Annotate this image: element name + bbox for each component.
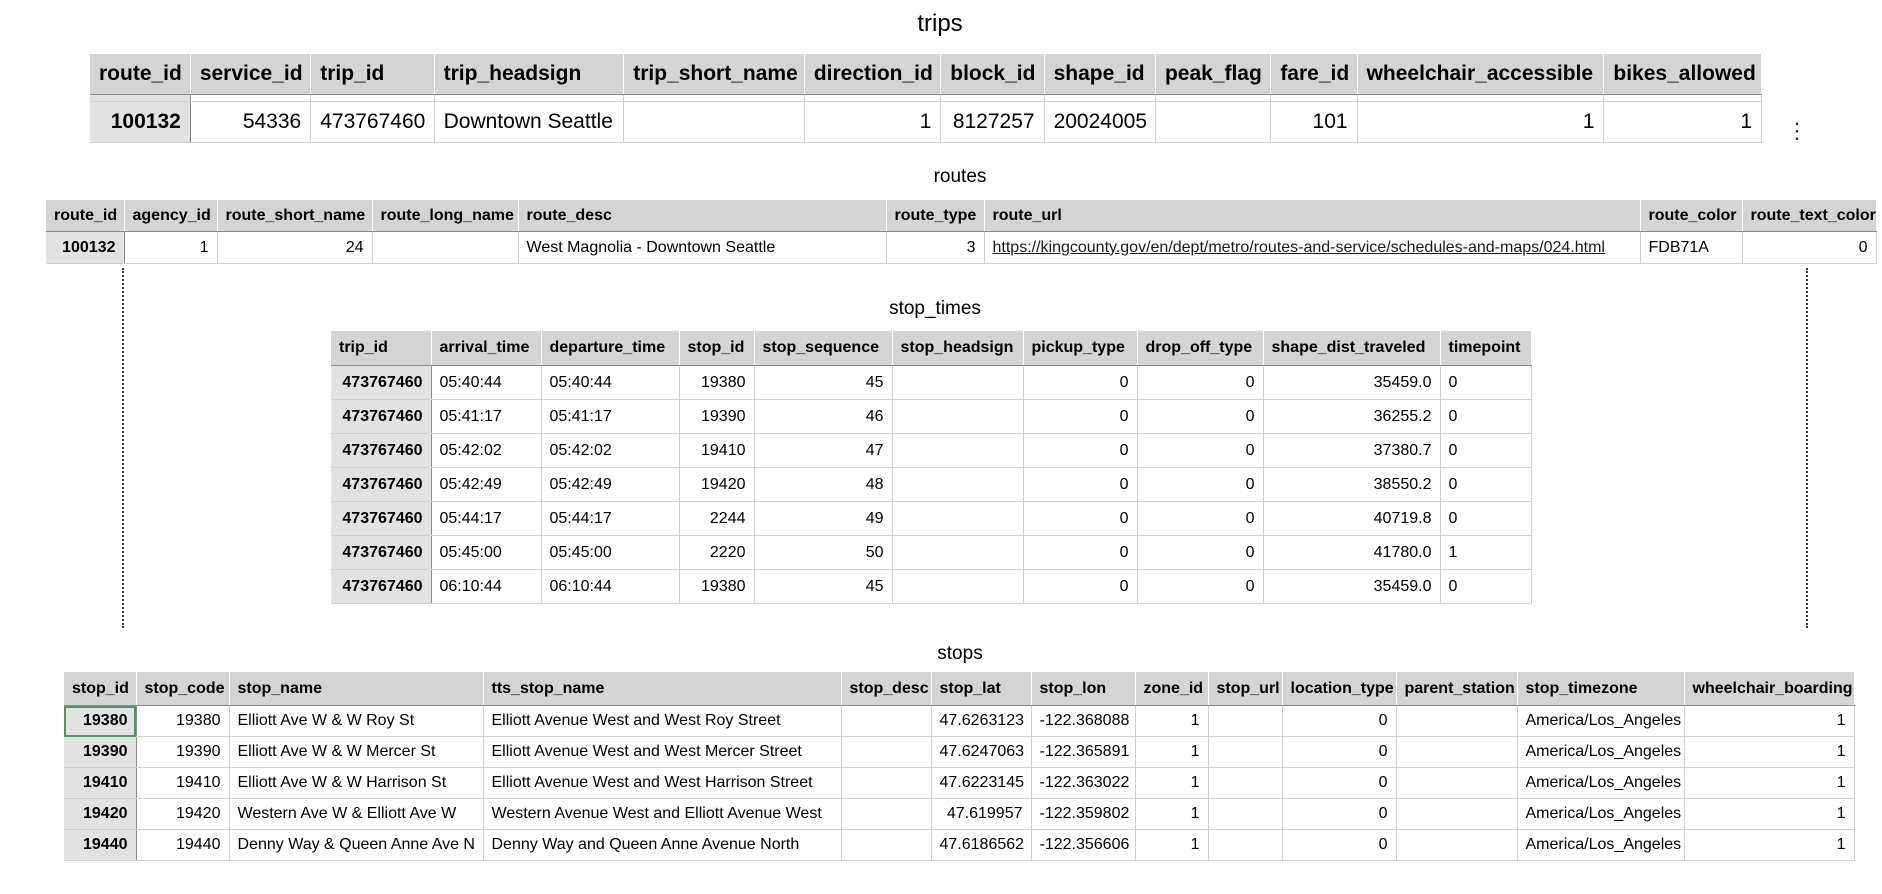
connector-right bbox=[1806, 268, 1808, 628]
cell-trip-id[interactable]: 473767460 bbox=[331, 468, 431, 502]
cell-stop-id[interactable]: 19380 bbox=[679, 570, 754, 604]
trips-header-trip-id[interactable]: trip_id bbox=[311, 54, 434, 95]
cell-trip-id[interactable]: 473767460 bbox=[331, 366, 431, 400]
cell-drop-off-type[interactable]: 0 bbox=[1137, 400, 1263, 434]
stop-times-title: stop_times bbox=[889, 298, 981, 319]
cell-route-desc[interactable]: West Magnolia - Downtown Seattle bbox=[518, 232, 886, 264]
cell-departure-time[interactable]: 05:40:44 bbox=[541, 366, 679, 400]
routes-header-route-id[interactable]: route_id bbox=[46, 200, 124, 232]
cell-wheelchair-boarding[interactable]: 1 bbox=[1684, 737, 1854, 768]
cell-shape-dist-traveled[interactable]: 35459.0 bbox=[1263, 570, 1440, 604]
cell-location-type[interactable]: 0 bbox=[1282, 799, 1396, 830]
stops-viewport[interactable] bbox=[64, 672, 1854, 862]
cell-stop-name[interactable]: Elliott Ave W & W Roy St bbox=[229, 706, 483, 737]
cell-drop-off-type[interactable]: 0 bbox=[1137, 536, 1263, 570]
cell-tts-stop-name[interactable]: Western Avenue West and Elliott Avenue West bbox=[483, 799, 841, 830]
routes-header-route-type[interactable]: route_type bbox=[886, 200, 984, 232]
trips-header-trip-short-name[interactable]: trip_short_name bbox=[624, 54, 805, 95]
cell-stop-id[interactable]: 2244 bbox=[679, 502, 754, 536]
trips-table bbox=[90, 54, 1762, 143]
stops-title: stops bbox=[937, 643, 983, 664]
table-row bbox=[64, 768, 1854, 799]
stops-header-stop-id[interactable]: stop_id bbox=[64, 672, 136, 706]
cell-trip-headsign[interactable]: Downtown Seattle bbox=[434, 102, 624, 143]
stops-header-wheelchair-boarding[interactable]: wheelchair_boarding bbox=[1684, 672, 1854, 706]
cell-arrival-time[interactable]: 05:41:17 bbox=[431, 400, 541, 434]
trips-more-indicator[interactable]: ⋮ bbox=[1786, 118, 1808, 143]
stop-times-header-departure-time[interactable]: departure_time bbox=[541, 331, 679, 366]
cell-stop-sequence[interactable]: 45 bbox=[754, 366, 892, 400]
cell-stop-desc[interactable] bbox=[841, 768, 931, 799]
stops-header-tts-stop-name[interactable]: tts_stop_name bbox=[483, 672, 841, 706]
cell-stop-timezone[interactable]: America/Los_Angeles bbox=[1517, 737, 1684, 768]
cell-pickup-type[interactable]: 0 bbox=[1023, 366, 1137, 400]
spacer-cell bbox=[311, 95, 434, 102]
cell-timepoint[interactable]: 0 bbox=[1440, 502, 1531, 536]
cell-stop-id[interactable]: 19380 bbox=[679, 366, 754, 400]
stops-header-stop-timezone[interactable]: stop_timezone bbox=[1517, 672, 1684, 706]
stop-times-header-shape-dist-traveled[interactable]: shape_dist_traveled bbox=[1263, 331, 1440, 366]
table-row bbox=[64, 799, 1854, 830]
stop-times-header-stop-sequence[interactable]: stop_sequence bbox=[754, 331, 892, 366]
cell-stop-timezone[interactable]: America/Los_Angeles bbox=[1517, 799, 1684, 830]
table-row bbox=[64, 737, 1854, 768]
cell-stop-url[interactable] bbox=[1208, 737, 1282, 768]
cell-trip-id[interactable]: 473767460 bbox=[331, 570, 431, 604]
stop-times-header-timepoint[interactable]: timepoint bbox=[1440, 331, 1531, 366]
cell-arrival-time[interactable]: 05:40:44 bbox=[431, 366, 541, 400]
cell-stop-sequence[interactable]: 46 bbox=[754, 400, 892, 434]
cell-stop-timezone[interactable]: America/Los_Angeles bbox=[1517, 768, 1684, 799]
cell-arrival-time[interactable]: 05:42:49 bbox=[431, 468, 541, 502]
spacer-cell bbox=[804, 95, 940, 102]
cell-stop-id[interactable]: 19420 bbox=[679, 468, 754, 502]
cell-zone-id[interactable]: 1 bbox=[1135, 799, 1208, 830]
cell-stop-url[interactable] bbox=[1208, 768, 1282, 799]
cell-shape-dist-traveled[interactable]: 38550.2 bbox=[1263, 468, 1440, 502]
cell-direction-id[interactable]: 1 bbox=[804, 102, 940, 143]
stop-times-viewport[interactable] bbox=[331, 331, 1521, 595]
cell-agency-id[interactable]: 1 bbox=[124, 232, 217, 264]
cell-drop-off-type[interactable]: 0 bbox=[1137, 502, 1263, 536]
trips-header-trip-headsign[interactable]: trip_headsign bbox=[434, 54, 624, 95]
cell-timepoint[interactable]: 0 bbox=[1440, 366, 1531, 400]
cell-tts-stop-name[interactable]: Denny Way and Queen Anne Avenue North bbox=[483, 830, 841, 861]
table-row bbox=[331, 502, 1531, 536]
cell-parent-station[interactable] bbox=[1396, 830, 1517, 861]
cell-arrival-time[interactable]: 05:44:17 bbox=[431, 502, 541, 536]
cell-parent-station[interactable] bbox=[1396, 737, 1517, 768]
cell-shape-dist-traveled[interactable]: 41780.0 bbox=[1263, 536, 1440, 570]
stop-times-header-drop-off-type[interactable]: drop_off_type bbox=[1137, 331, 1263, 366]
trips-header-row bbox=[90, 54, 1762, 95]
cell-stop-id[interactable]: 19440 bbox=[64, 830, 136, 861]
stops-header-stop-code[interactable]: stop_code bbox=[136, 672, 229, 706]
cell-stop-id[interactable]: 19390 bbox=[64, 737, 136, 768]
cell-stop-headsign[interactable] bbox=[892, 400, 1023, 434]
spacer-cell bbox=[190, 95, 310, 102]
cell-stop-timezone[interactable]: America/Los_Angeles bbox=[1517, 830, 1684, 861]
cell-stop-id[interactable]: 19410 bbox=[64, 768, 136, 799]
cell-stop-headsign[interactable] bbox=[892, 434, 1023, 468]
stops-header-stop-name[interactable]: stop_name bbox=[229, 672, 483, 706]
table-row bbox=[331, 468, 1531, 502]
cell-stop-code[interactable]: 19440 bbox=[136, 830, 229, 861]
cell-trip-short-name[interactable] bbox=[624, 102, 805, 143]
table-row bbox=[331, 570, 1531, 604]
cell-zone-id[interactable]: 1 bbox=[1135, 830, 1208, 861]
cell-tts-stop-name[interactable]: Elliott Avenue West and West Harrison Street bbox=[483, 768, 841, 799]
route-url-link[interactable]: https://kingcounty.gov/en/dept/metro/routes-and-service/schedules-and-maps/024.html bbox=[992, 238, 1605, 256]
cell-shape-dist-traveled[interactable]: 35459.0 bbox=[1263, 366, 1440, 400]
cell-stop-desc[interactable] bbox=[841, 706, 931, 737]
cell-trip-id[interactable]: 473767460 bbox=[331, 434, 431, 468]
cell-route-id[interactable]: 100132 bbox=[90, 102, 190, 143]
cell-drop-off-type[interactable]: 0 bbox=[1137, 468, 1263, 502]
cell-stop-name[interactable]: Elliott Ave W & W Mercer St bbox=[229, 737, 483, 768]
stop-times-header-arrival-time[interactable]: arrival_time bbox=[431, 331, 541, 366]
trips-header-service-id[interactable]: service_id bbox=[190, 54, 310, 95]
cell-arrival-time[interactable]: 06:10:44 bbox=[431, 570, 541, 604]
trips-header-peak-flag[interactable]: peak_flag bbox=[1155, 54, 1270, 95]
cell-stop-headsign[interactable] bbox=[892, 366, 1023, 400]
cell-stop-url[interactable] bbox=[1208, 706, 1282, 737]
stops-header-zone-id[interactable]: zone_id bbox=[1135, 672, 1208, 706]
cell-zone-id[interactable]: 1 bbox=[1135, 737, 1208, 768]
stops-header-stop-url[interactable]: stop_url bbox=[1208, 672, 1282, 706]
cell-route-short-name[interactable]: 24 bbox=[217, 232, 372, 264]
cell-route-text-color[interactable]: 0 bbox=[1742, 232, 1876, 264]
spacer-row bbox=[90, 95, 1762, 102]
cell-tts-stop-name[interactable]: Elliott Avenue West and West Mercer Street bbox=[483, 737, 841, 768]
cell-wheelchair-boarding[interactable]: 1 bbox=[1684, 768, 1854, 799]
cell-location-type[interactable]: 0 bbox=[1282, 830, 1396, 861]
cell-stop-headsign[interactable] bbox=[892, 536, 1023, 570]
routes-header-route-long-name[interactable]: route_long_name bbox=[372, 200, 518, 232]
cell-stop-sequence[interactable]: 47 bbox=[754, 434, 892, 468]
routes-header-route-text-color[interactable]: route_text_color bbox=[1742, 200, 1876, 232]
stop-times-header-pickup-type[interactable]: pickup_type bbox=[1023, 331, 1137, 366]
cell-bikes-allowed[interactable]: 1 bbox=[1604, 102, 1762, 143]
stops-header-stop-lat[interactable]: stop_lat bbox=[931, 672, 1031, 706]
spacer-cell bbox=[624, 95, 805, 102]
cell-drop-off-type[interactable]: 0 bbox=[1137, 570, 1263, 604]
cell-stop-sequence[interactable]: 45 bbox=[754, 570, 892, 604]
table-row bbox=[64, 706, 1854, 737]
routes-header-route-url[interactable]: route_url bbox=[984, 200, 1640, 232]
cell-pickup-type[interactable]: 0 bbox=[1023, 434, 1137, 468]
cell-zone-id[interactable]: 1 bbox=[1135, 768, 1208, 799]
spacer-cell bbox=[941, 95, 1044, 102]
cell-pickup-type[interactable]: 0 bbox=[1023, 400, 1137, 434]
stop-times-table bbox=[331, 331, 1532, 604]
connector-left bbox=[122, 268, 124, 628]
trips-header-fare-id[interactable]: fare_id bbox=[1271, 54, 1357, 95]
table-row bbox=[331, 434, 1531, 468]
table-row bbox=[90, 102, 1762, 143]
table-row bbox=[331, 400, 1531, 434]
cell-stop-lat[interactable]: 47.619957 bbox=[931, 799, 1031, 830]
cell-wheelchair-boarding[interactable]: 1 bbox=[1684, 706, 1854, 737]
cell-stop-headsign[interactable] bbox=[892, 502, 1023, 536]
cell-stop-desc[interactable] bbox=[841, 737, 931, 768]
trips-header-shape-id[interactable]: shape_id bbox=[1044, 54, 1155, 95]
cell-stop-id[interactable]: 19410 bbox=[679, 434, 754, 468]
cell-location-type[interactable]: 0 bbox=[1282, 706, 1396, 737]
cell-stop-code[interactable]: 19380 bbox=[136, 706, 229, 737]
routes-header-agency-id[interactable]: agency_id bbox=[124, 200, 217, 232]
cell-departure-time[interactable]: 05:42:02 bbox=[541, 434, 679, 468]
trips-header-block-id[interactable]: block_id bbox=[941, 54, 1044, 95]
stops-header-parent-station[interactable]: parent_station bbox=[1396, 672, 1517, 706]
cell-zone-id[interactable]: 1 bbox=[1135, 706, 1208, 737]
cell-trip-id[interactable]: 473767460 bbox=[331, 536, 431, 570]
trips-header-direction-id[interactable]: direction_id bbox=[804, 54, 940, 95]
routes-header-row bbox=[46, 200, 1876, 232]
cell-stop-lon[interactable]: -122.365891 bbox=[1031, 737, 1135, 768]
cell-location-type[interactable]: 0 bbox=[1282, 768, 1396, 799]
stops-header-stop-lon[interactable]: stop_lon bbox=[1031, 672, 1135, 706]
cell-service-id[interactable]: 54336 bbox=[190, 102, 310, 143]
cell-trip-id[interactable]: 473767460 bbox=[311, 102, 434, 143]
routes-header-route-color[interactable]: route_color bbox=[1640, 200, 1742, 232]
cell-stop-lat[interactable]: 47.6247063 bbox=[931, 737, 1031, 768]
cell-departure-time[interactable]: 06:10:44 bbox=[541, 570, 679, 604]
cell-parent-station[interactable] bbox=[1396, 768, 1517, 799]
spacer-cell bbox=[90, 95, 190, 102]
trips-header-wheelchair-accessible[interactable]: wheelchair_accessible bbox=[1357, 54, 1604, 95]
cell-location-type[interactable]: 0 bbox=[1282, 737, 1396, 768]
cell-departure-time[interactable]: 05:44:17 bbox=[541, 502, 679, 536]
cell-stop-headsign[interactable] bbox=[892, 468, 1023, 502]
cell-stop-desc[interactable] bbox=[841, 799, 931, 830]
cell-parent-station[interactable] bbox=[1396, 799, 1517, 830]
cell-departure-time[interactable]: 05:45:00 bbox=[541, 536, 679, 570]
cell-shape-dist-traveled[interactable]: 40719.8 bbox=[1263, 502, 1440, 536]
cell-shape-id[interactable]: 20024005 bbox=[1044, 102, 1155, 143]
cell-parent-station[interactable] bbox=[1396, 706, 1517, 737]
trips-header-route-id[interactable]: route_id bbox=[90, 54, 190, 95]
cell-timepoint[interactable]: 1 bbox=[1440, 536, 1531, 570]
table-row bbox=[331, 366, 1531, 400]
cell-tts-stop-name[interactable]: Elliott Avenue West and West Roy Street bbox=[483, 706, 841, 737]
cell-stop-url[interactable] bbox=[1208, 799, 1282, 830]
spacer-cell bbox=[1155, 95, 1270, 102]
cell-route-type[interactable]: 3 bbox=[886, 232, 984, 264]
cell-stop-code[interactable]: 19420 bbox=[136, 799, 229, 830]
stop-times-header-stop-id[interactable]: stop_id bbox=[679, 331, 754, 366]
routes-title: routes bbox=[933, 166, 987, 187]
cell-timepoint[interactable]: 0 bbox=[1440, 434, 1531, 468]
cell-trip-id[interactable]: 473767460 bbox=[331, 400, 431, 434]
cell-shape-dist-traveled[interactable]: 37380.7 bbox=[1263, 434, 1440, 468]
cell-stop-sequence[interactable]: 50 bbox=[754, 536, 892, 570]
cell-stop-lat[interactable]: 47.6263123 bbox=[931, 706, 1031, 737]
stops-table bbox=[64, 672, 1855, 861]
cell-stop-sequence[interactable]: 49 bbox=[754, 502, 892, 536]
cell-stop-id[interactable]: 2220 bbox=[679, 536, 754, 570]
routes-header-route-short-name[interactable]: route_short_name bbox=[217, 200, 372, 232]
cell-arrival-time[interactable]: 05:45:00 bbox=[431, 536, 541, 570]
stop-times-header-stop-headsign[interactable]: stop_headsign bbox=[892, 331, 1023, 366]
cell-wheelchair-accessible[interactable]: 1 bbox=[1357, 102, 1604, 143]
cell-route-color[interactable]: FDB71A bbox=[1640, 232, 1742, 264]
cell-shape-dist-traveled[interactable]: 36255.2 bbox=[1263, 400, 1440, 434]
cell-stop-url[interactable] bbox=[1208, 830, 1282, 861]
cell-pickup-type[interactable]: 0 bbox=[1023, 502, 1137, 536]
cell-timepoint[interactable]: 0 bbox=[1440, 570, 1531, 604]
stop-times-header-trip-id[interactable]: trip_id bbox=[331, 331, 431, 366]
cell-wheelchair-boarding[interactable]: 1 bbox=[1684, 830, 1854, 861]
trips-title: trips bbox=[917, 10, 963, 37]
trips-header-bikes-allowed[interactable]: bikes_allowed bbox=[1604, 54, 1762, 95]
cell-route-url[interactable] bbox=[984, 232, 1640, 264]
cell-stop-name[interactable]: Denny Way & Queen Anne Ave N bbox=[229, 830, 483, 861]
cell-departure-time[interactable]: 05:41:17 bbox=[541, 400, 679, 434]
cell-stop-lat[interactable]: 47.6186562 bbox=[931, 830, 1031, 861]
cell-stop-id[interactable]: 19420 bbox=[64, 799, 136, 830]
cell-stop-lon[interactable]: -122.363022 bbox=[1031, 768, 1135, 799]
cell-stop-lon[interactable]: -122.368088 bbox=[1031, 706, 1135, 737]
stops-header-stop-desc[interactable]: stop_desc bbox=[841, 672, 931, 706]
table-row bbox=[64, 830, 1854, 861]
cell-stop-code[interactable]: 19410 bbox=[136, 768, 229, 799]
cell-block-id[interactable]: 8127257 bbox=[941, 102, 1044, 143]
cell-pickup-type[interactable]: 0 bbox=[1023, 536, 1137, 570]
cell-drop-off-type[interactable]: 0 bbox=[1137, 434, 1263, 468]
spacer-cell bbox=[434, 95, 624, 102]
cell-peak-flag[interactable] bbox=[1155, 102, 1270, 143]
cell-stop-name[interactable]: Western Ave W & Elliott Ave W bbox=[229, 799, 483, 830]
cell-trip-id[interactable]: 473767460 bbox=[331, 502, 431, 536]
cell-route-id[interactable]: 100132 bbox=[46, 232, 124, 264]
stops-header-row bbox=[64, 672, 1854, 706]
cell-drop-off-type[interactable]: 0 bbox=[1137, 366, 1263, 400]
cell-stop-id[interactable]: 19390 bbox=[679, 400, 754, 434]
cell-stop-sequence[interactable]: 48 bbox=[754, 468, 892, 502]
routes-header-route-desc[interactable]: route_desc bbox=[518, 200, 886, 232]
stop-times-header-row bbox=[331, 331, 1531, 366]
cell-timepoint[interactable]: 0 bbox=[1440, 400, 1531, 434]
cell-stop-desc[interactable] bbox=[841, 830, 931, 861]
cell-stop-timezone[interactable]: America/Los_Angeles bbox=[1517, 706, 1684, 737]
table-row bbox=[46, 232, 1876, 264]
cell-arrival-time[interactable]: 05:42:02 bbox=[431, 434, 541, 468]
spacer-cell bbox=[1044, 95, 1155, 102]
cell-fare-id[interactable]: 101 bbox=[1271, 102, 1357, 143]
cell-stop-code[interactable]: 19390 bbox=[136, 737, 229, 768]
cell-pickup-type[interactable]: 0 bbox=[1023, 570, 1137, 604]
cell-departure-time[interactable]: 05:42:49 bbox=[541, 468, 679, 502]
table-row bbox=[331, 536, 1531, 570]
cell-stop-lon[interactable]: -122.359802 bbox=[1031, 799, 1135, 830]
cell-pickup-type[interactable]: 0 bbox=[1023, 468, 1137, 502]
spacer-cell bbox=[1271, 95, 1357, 102]
cell-stop-id[interactable]: 19380 bbox=[64, 706, 136, 737]
cell-timepoint[interactable]: 0 bbox=[1440, 468, 1531, 502]
cell-stop-headsign[interactable] bbox=[892, 570, 1023, 604]
cell-stop-lon[interactable]: -122.356606 bbox=[1031, 830, 1135, 861]
routes-table bbox=[46, 200, 1877, 264]
spacer-cell bbox=[1357, 95, 1604, 102]
spacer-cell bbox=[1604, 95, 1762, 102]
cell-wheelchair-boarding[interactable]: 1 bbox=[1684, 799, 1854, 830]
cell-stop-name[interactable]: Elliott Ave W & W Harrison St bbox=[229, 768, 483, 799]
cell-route-long-name[interactable] bbox=[372, 232, 518, 264]
cell-stop-lat[interactable]: 47.6223145 bbox=[931, 768, 1031, 799]
stops-header-location-type[interactable]: location_type bbox=[1282, 672, 1396, 706]
